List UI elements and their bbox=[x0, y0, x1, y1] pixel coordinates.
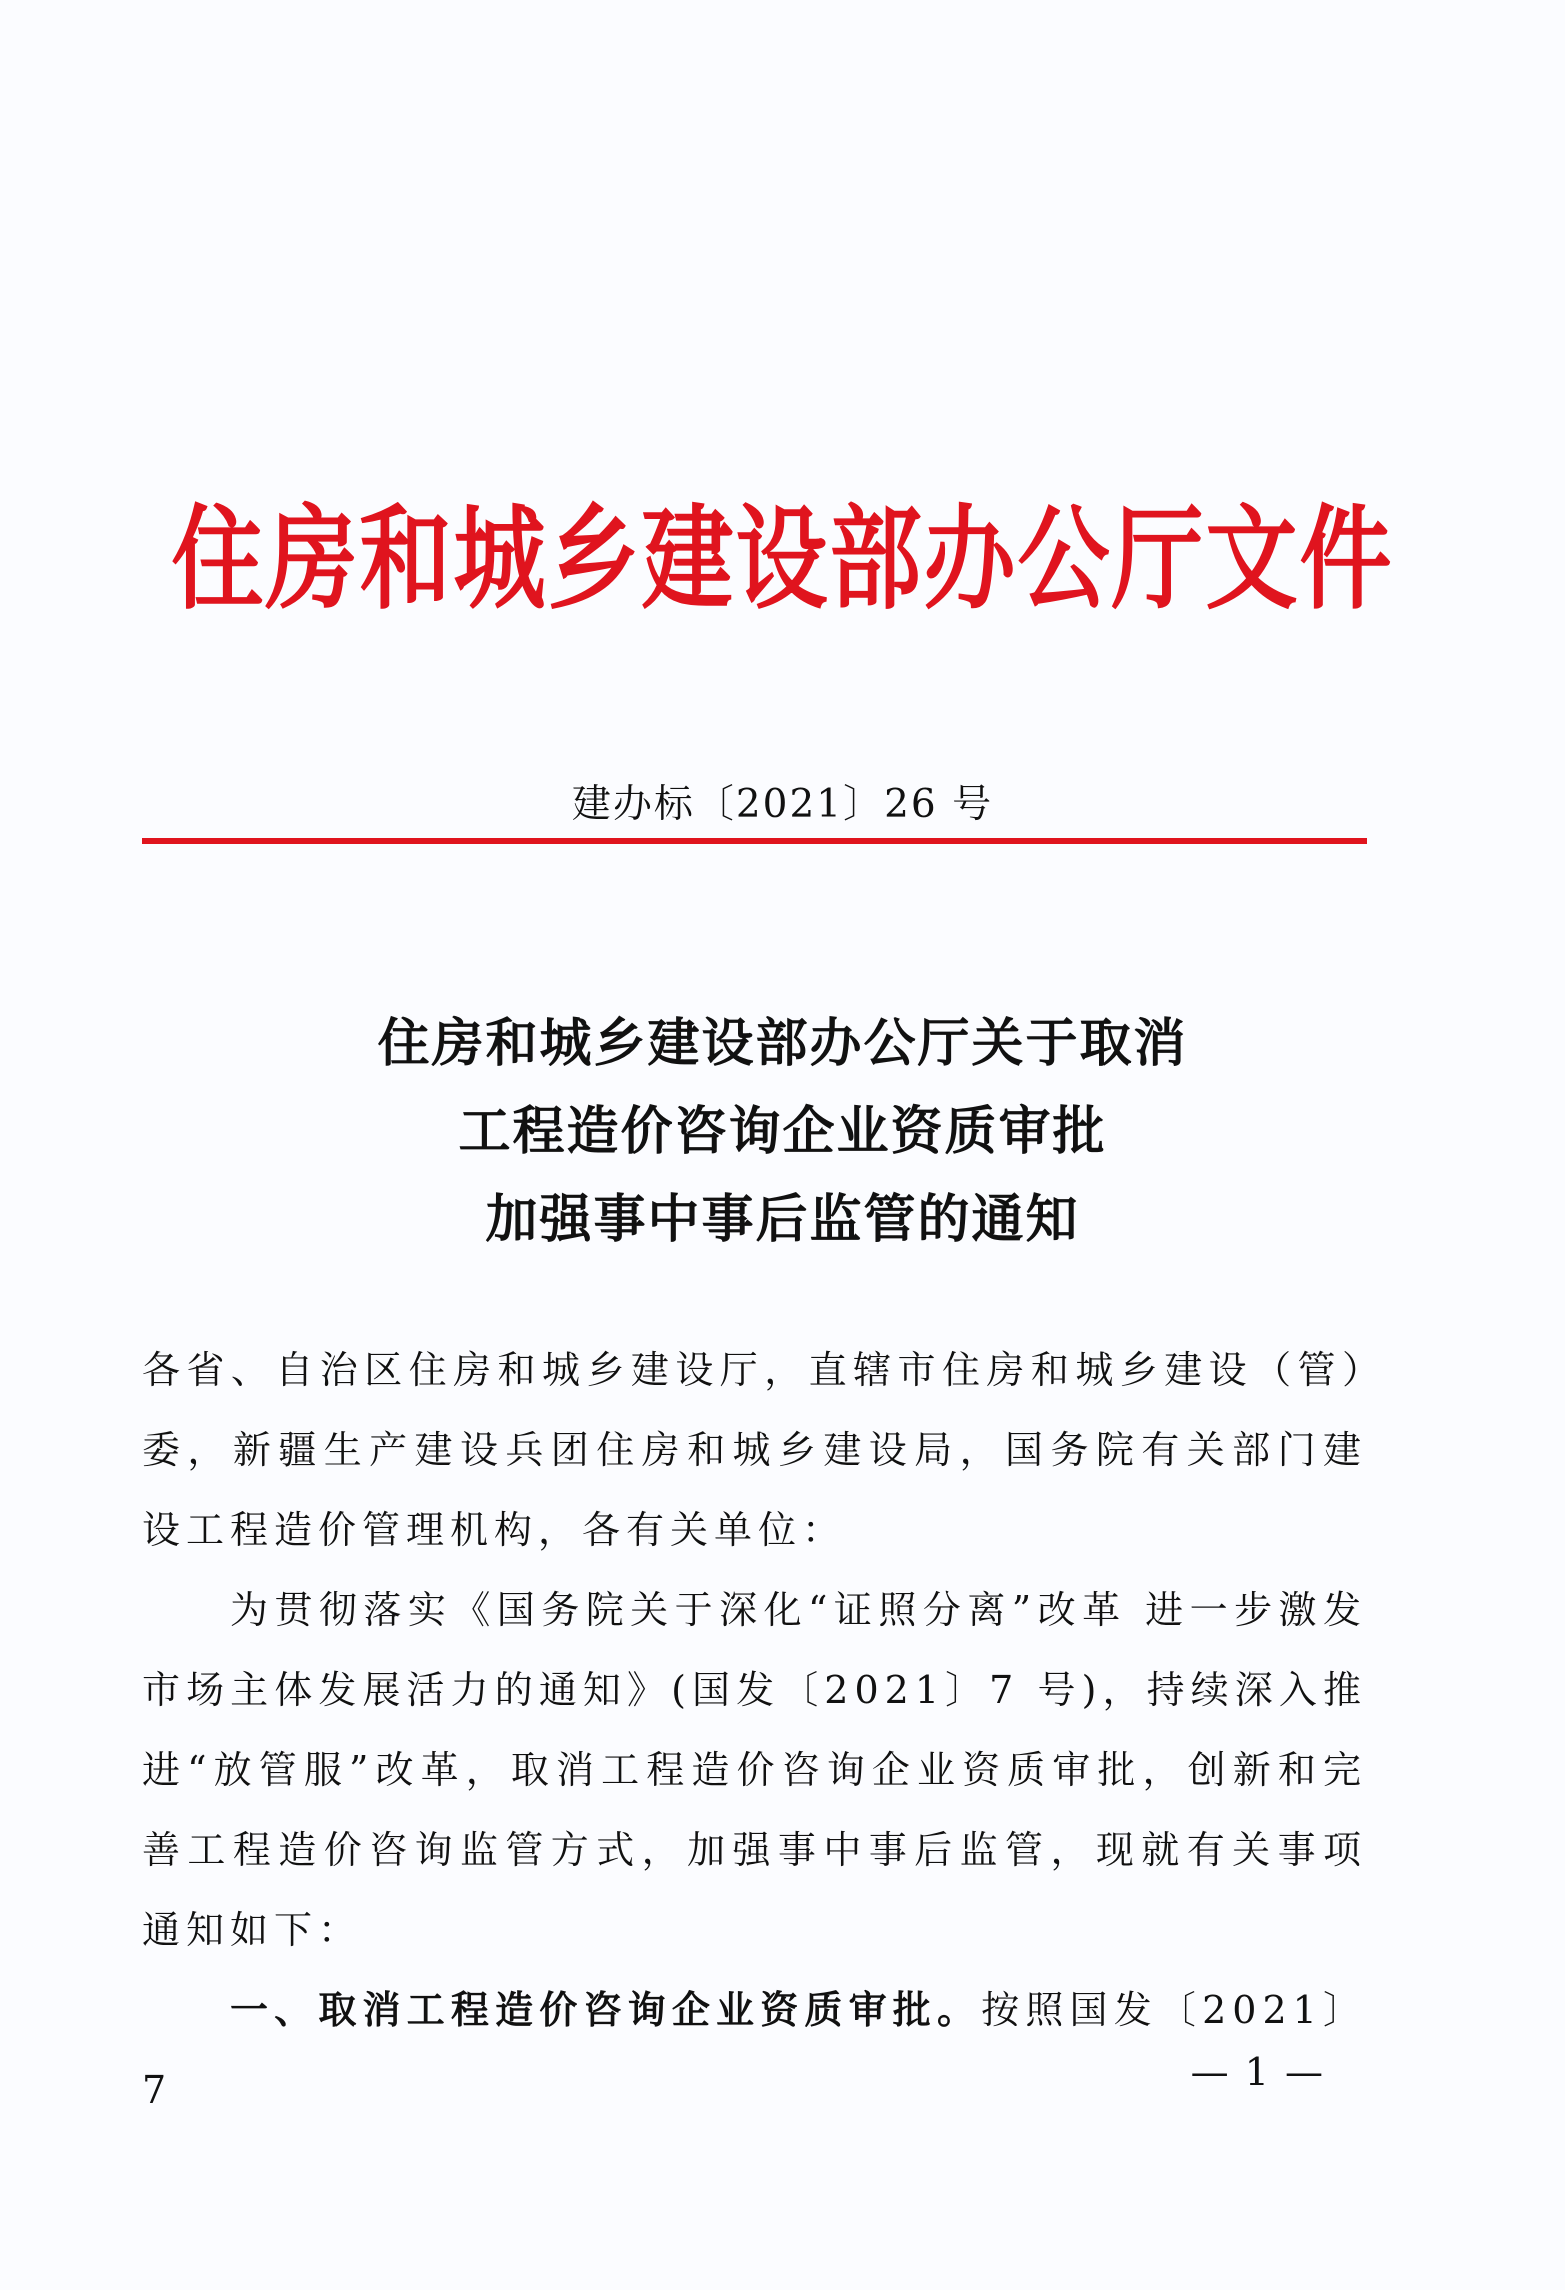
body-text bbox=[142, 1330, 1367, 2130]
title-line-3: 加强事中事后监管的通知 bbox=[485, 1190, 1080, 1250]
title-line-1: 住房和城乡建设部办公厅关于取消 bbox=[377, 1014, 1188, 1074]
red-divider-line bbox=[142, 838, 1367, 844]
notice-title bbox=[0, 1000, 1565, 1264]
page-number: — 1 — bbox=[1190, 2050, 1325, 2094]
section-1-heading: 一、取消工程造价咨询企业资质审批。 bbox=[230, 1988, 982, 2032]
document-number: 建办标〔2021〕26 号 bbox=[571, 782, 994, 827]
section-1-paragraph bbox=[142, 1970, 1367, 2130]
masthead-title: 住房和城乡建设部办公厅文件 bbox=[171, 493, 1394, 625]
title-line-2: 工程造价咨询企业资质审批 bbox=[458, 1102, 1107, 1162]
salutation-paragraph: 各省、自治区住房和城乡建设厅，直辖市住房和城乡建设（管）委，新疆生产建设兵团住房和城乡建设局，国务院有关部门建设工程造价管理机构，各有关单位： bbox=[142, 1348, 1367, 1552]
section-1-text: 按照国发〔2021〕7 bbox=[142, 1988, 1367, 2112]
intro-paragraph: 为贯彻落实《国务院关于深化“证照分离”改革 进一步激发市场主体发展活力的通知》(国发〔2021〕7 号)，持续深入推进“放管服”改革，取消工程造价咨询企业资质审批，创新和完善工程造价咨询监管方式，加强事中事后监管，现就有关事项通知如下： bbox=[142, 1588, 1367, 1952]
